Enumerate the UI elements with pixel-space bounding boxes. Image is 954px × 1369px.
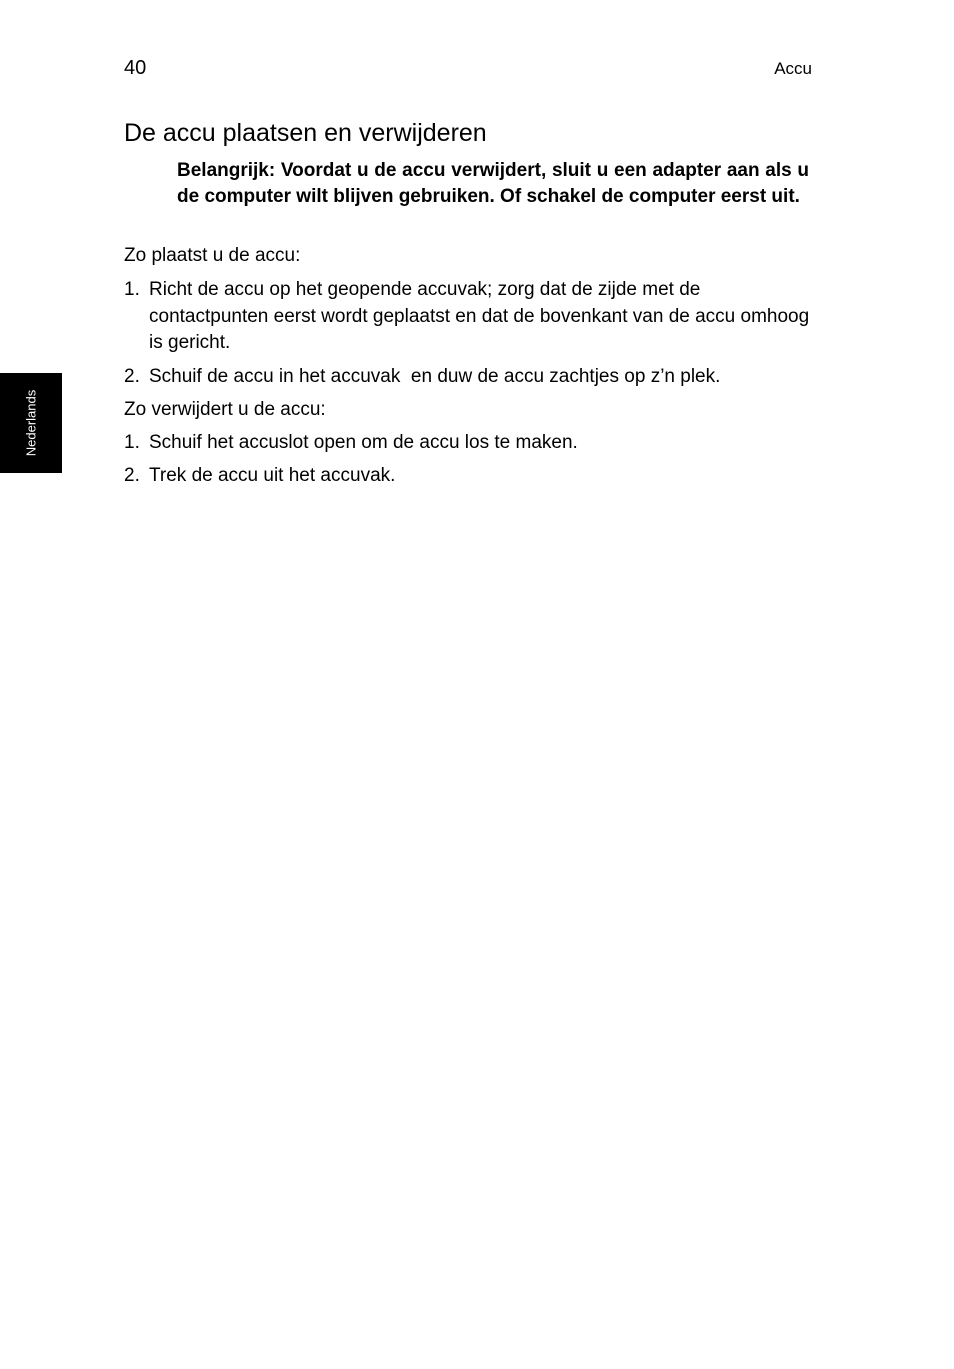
- insert-step-1-number: 1.: [124, 279, 140, 300]
- section-heading: De accu plaatsen en verwijderen: [124, 119, 487, 147]
- insert-step-1: [124, 277, 824, 357]
- remove-step-1-number: 1.: [124, 432, 140, 453]
- running-header-chapter: Accu: [774, 59, 812, 78]
- remove-step-1: [124, 430, 824, 457]
- remove-step-2: [124, 463, 824, 490]
- insert-step-2: [124, 364, 824, 391]
- insert-step-2-text: Schuif de accu in het accuvak en duw de accu zachtjes op z’n plek.: [149, 366, 721, 387]
- language-side-tab-label: Nederlands: [23, 389, 39, 457]
- important-note: Belangrijk: Voordat u de accu verwijdert, sluit u een adapter aan als u de computer wilt blijven gebruiken. Of schakel de computer eerst uit.: [177, 160, 809, 207]
- remove-step-2-number: 2.: [124, 465, 140, 486]
- remove-step-2-text: Trek de accu uit het accuvak.: [149, 465, 396, 486]
- insert-step-1-text: Richt de accu op het geopende accuvak; zorg dat de zijde met de contactpunten eerst wordt geplaatst en dat de bovenkant van de accu omhoog is gericht.: [149, 279, 810, 353]
- insert-step-2-number: 2.: [124, 366, 140, 387]
- language-side-tab: [0, 373, 62, 473]
- insert-intro: Zo plaatst u de accu:: [124, 245, 301, 266]
- remove-intro: Zo verwijdert u de accu:: [124, 399, 326, 420]
- remove-step-1-text: Schuif het accuslot open om de accu los te maken.: [149, 432, 578, 453]
- page-number: 40: [124, 57, 147, 79]
